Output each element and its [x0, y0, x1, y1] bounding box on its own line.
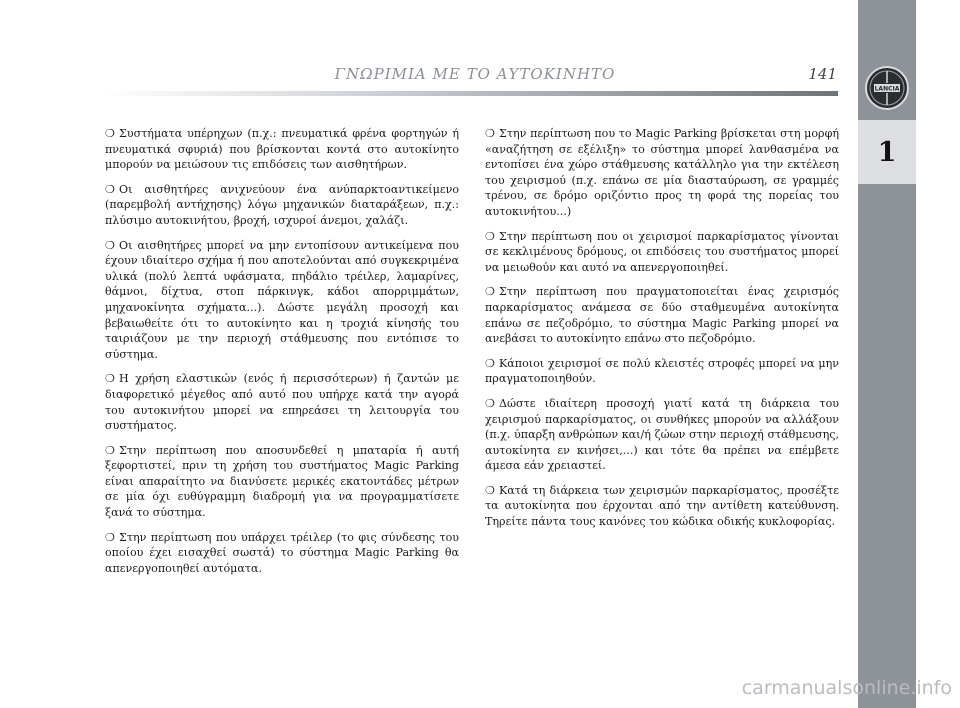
chapter-sidebar	[858, 0, 916, 708]
list-item	[105, 530, 459, 577]
lancia-logo-icon	[858, 62, 916, 114]
bullet-icon: ❍	[105, 182, 115, 196]
paragraph-text: Κατά τη διάρκεια των χειρισμών παρκαρίσματος, προσέξτε τα αυτοκίνητα που έρχονται από την αντίθετη κατεύθυνση. Τηρείτε πάντα τους κανόνες του κώδικα οδικής κυκλοφορίας.	[485, 483, 839, 529]
logo-text: LANCIA	[874, 85, 900, 93]
bullet-icon: ❍	[105, 443, 115, 457]
page-number: 141	[808, 65, 837, 83]
paragraph-text: Οι αισθητήρες μπορεί να μην εντοπίσουν αντικείμενα που έχουν ιδιαίτερο σχήμα ή που αποτελούνται από συγκεκριμένα υλικά (πολύ λεπτά υφάσματα, πηδάλιο τρέιλερ, λαμαρίνες, θάμνοι, δίχτυα, στοπ πάρκινγκ, κάδοι απορριμμάτων, μηχανοκίνητα σχήματα...). Δώστε μεγάλη προσοχή και βεβαιωθείτε ότι το αυτοκίνητο και η τροχιά κίνησής του ταιριάζουν με την περιοχή στάθμευσης που εντόπισε το σύστημα.	[105, 238, 459, 361]
list-item	[485, 229, 839, 276]
bullet-icon: ❍	[485, 356, 495, 370]
paragraph-text: Κάποιοι χειρισμοί σε πολύ κλειστές στροφές μπορεί να μην πραγματοποιηθούν.	[485, 356, 839, 386]
chapter-number: 1	[877, 136, 897, 168]
bullet-icon: ❍	[105, 530, 115, 544]
paragraph-text: Η χρήση ελαστικών (ενός ή περισσότερων) ή ζαντών με διαφορετικό μέγεθος από αυτό που υπήρχε κατά την αγορά του αυτοκινήτου μπορεί να επηρεάσει τη λειτουργία του συστήματος.	[105, 372, 459, 433]
chapter-tab	[858, 120, 916, 184]
list-item	[105, 443, 459, 521]
paragraph-text: Οι αισθητήρες ανιχνεύουν ένα ανύπαρκτοαντικείμενο (παρεμβολή αντήχησης) λόγω μηχανικών διαταράξεων, π.χ.: πλύσιμο αυτοκινήτου, βροχή, ισχυροί άνεμοι, χαλάζι.	[105, 182, 459, 227]
list-item	[485, 483, 839, 530]
bullet-icon: ❍	[485, 483, 495, 497]
page-header-title: ΓΝΩΡΙΜΙΑ ΜΕ ΤΟ ΑΥΤΟΚΙΝΗΤΟ	[334, 65, 616, 83]
list-item	[485, 126, 839, 220]
right-column	[485, 126, 839, 539]
list-item	[105, 182, 459, 229]
list-item	[485, 356, 839, 387]
list-item	[105, 238, 459, 363]
watermark: carmanualsonline.info	[741, 677, 952, 699]
bullet-icon: ❍	[105, 238, 115, 252]
paragraph-text: Στην περίπτωση που πραγματοποιείται ένας χειρισμός παρκαρίσματος ανάμεσα σε δύο σταθμευμένα αυτοκίνητα επάνω σε πεζοδρόμιο, το σύστημα Magic Parking μπορεί να ανεβάσει το αυτοκίνητο επάνω στο πεζοδρόμιο.	[485, 285, 839, 346]
paragraph-text: Στην περίπτωση που οι χειρισμοί παρκαρίσματος γίνονται σε κεκλιμένους δρόμους, οι επιδόσεις του συστήματος μπορεί να μειωθούν και αυτό να απενεργοποιηθεί.	[485, 229, 839, 274]
list-item	[105, 126, 459, 173]
bullet-icon: ❍	[105, 372, 115, 386]
bullet-icon: ❍	[485, 229, 495, 243]
list-item	[485, 396, 839, 474]
header-rule	[104, 91, 838, 96]
list-item	[485, 284, 839, 346]
paragraph-text: Συστήματα υπέρηχων (π.χ.: πνευματικά φρένα φορτηγών ή πνευματικά σφυριά) που βρίσκονται κοντά στο αυτοκίνητο μπορούν να μειώσουν τις επιδόσεις των αισθητήρων.	[105, 127, 459, 172]
list-item	[105, 371, 459, 433]
bullet-icon: ❍	[485, 396, 495, 410]
bullet-icon: ❍	[485, 127, 495, 140]
paragraph-text: Στην περίπτωση που το Magic Parking βρίσκεται στη μορφή «αναζήτηση σε εξέλιξη» το σύστημα μπορεί λανθασμένα να εντοπίσει ένα χώρο στάθμευσης κατάλληλο για την εκτέλεση του χειρισμού (π.χ. επάνω σε μία διασταύρωση, σε γραμμές τρένου, σε δρόμο οριζόντιο προς τη φορά της πορείας του αυτοκινήτου...)	[485, 127, 839, 218]
paragraph-text: Στην περίπτωση που αποσυνδεθεί η μπαταρία ή αυτή ξεφορτιστεί, πριν τη χρήση του συστήματος Magic Parking είναι απαραίτητο να διανύσετε μερικές εκατοντάδες μέτρων σε μία όχι ευθύγραμμη διαδρομή για να προγραμματίσετε ξανά το σύστημα.	[105, 443, 459, 520]
left-column	[105, 126, 459, 585]
paragraph-text: Δώστε ιδιαίτερη προσοχή γιατί κατά τη διάρκεια του χειρισμού παρκαρίσματος, οι συνθήκες μπορούν να αλλάξουν (π.χ. ύπαρξη ανθρώπων και/ή ζώων στην περιοχή στάθμευσης, αυτοκίνητα εν κινήσει,...) και τότε θα πρέπει να επέμβετε άμεσα εάν χρειαστεί.	[485, 396, 839, 473]
bullet-icon: ❍	[105, 127, 115, 140]
paragraph-text: Στην περίπτωση που υπάρχει τρέιλερ (το φις σύνδεσης του οποίου έχει εισαχθεί σωστά) το σύστημα Magic Parking θα απενεργοποιηθεί αυτόματα.	[105, 530, 459, 575]
bullet-icon: ❍	[485, 285, 495, 299]
